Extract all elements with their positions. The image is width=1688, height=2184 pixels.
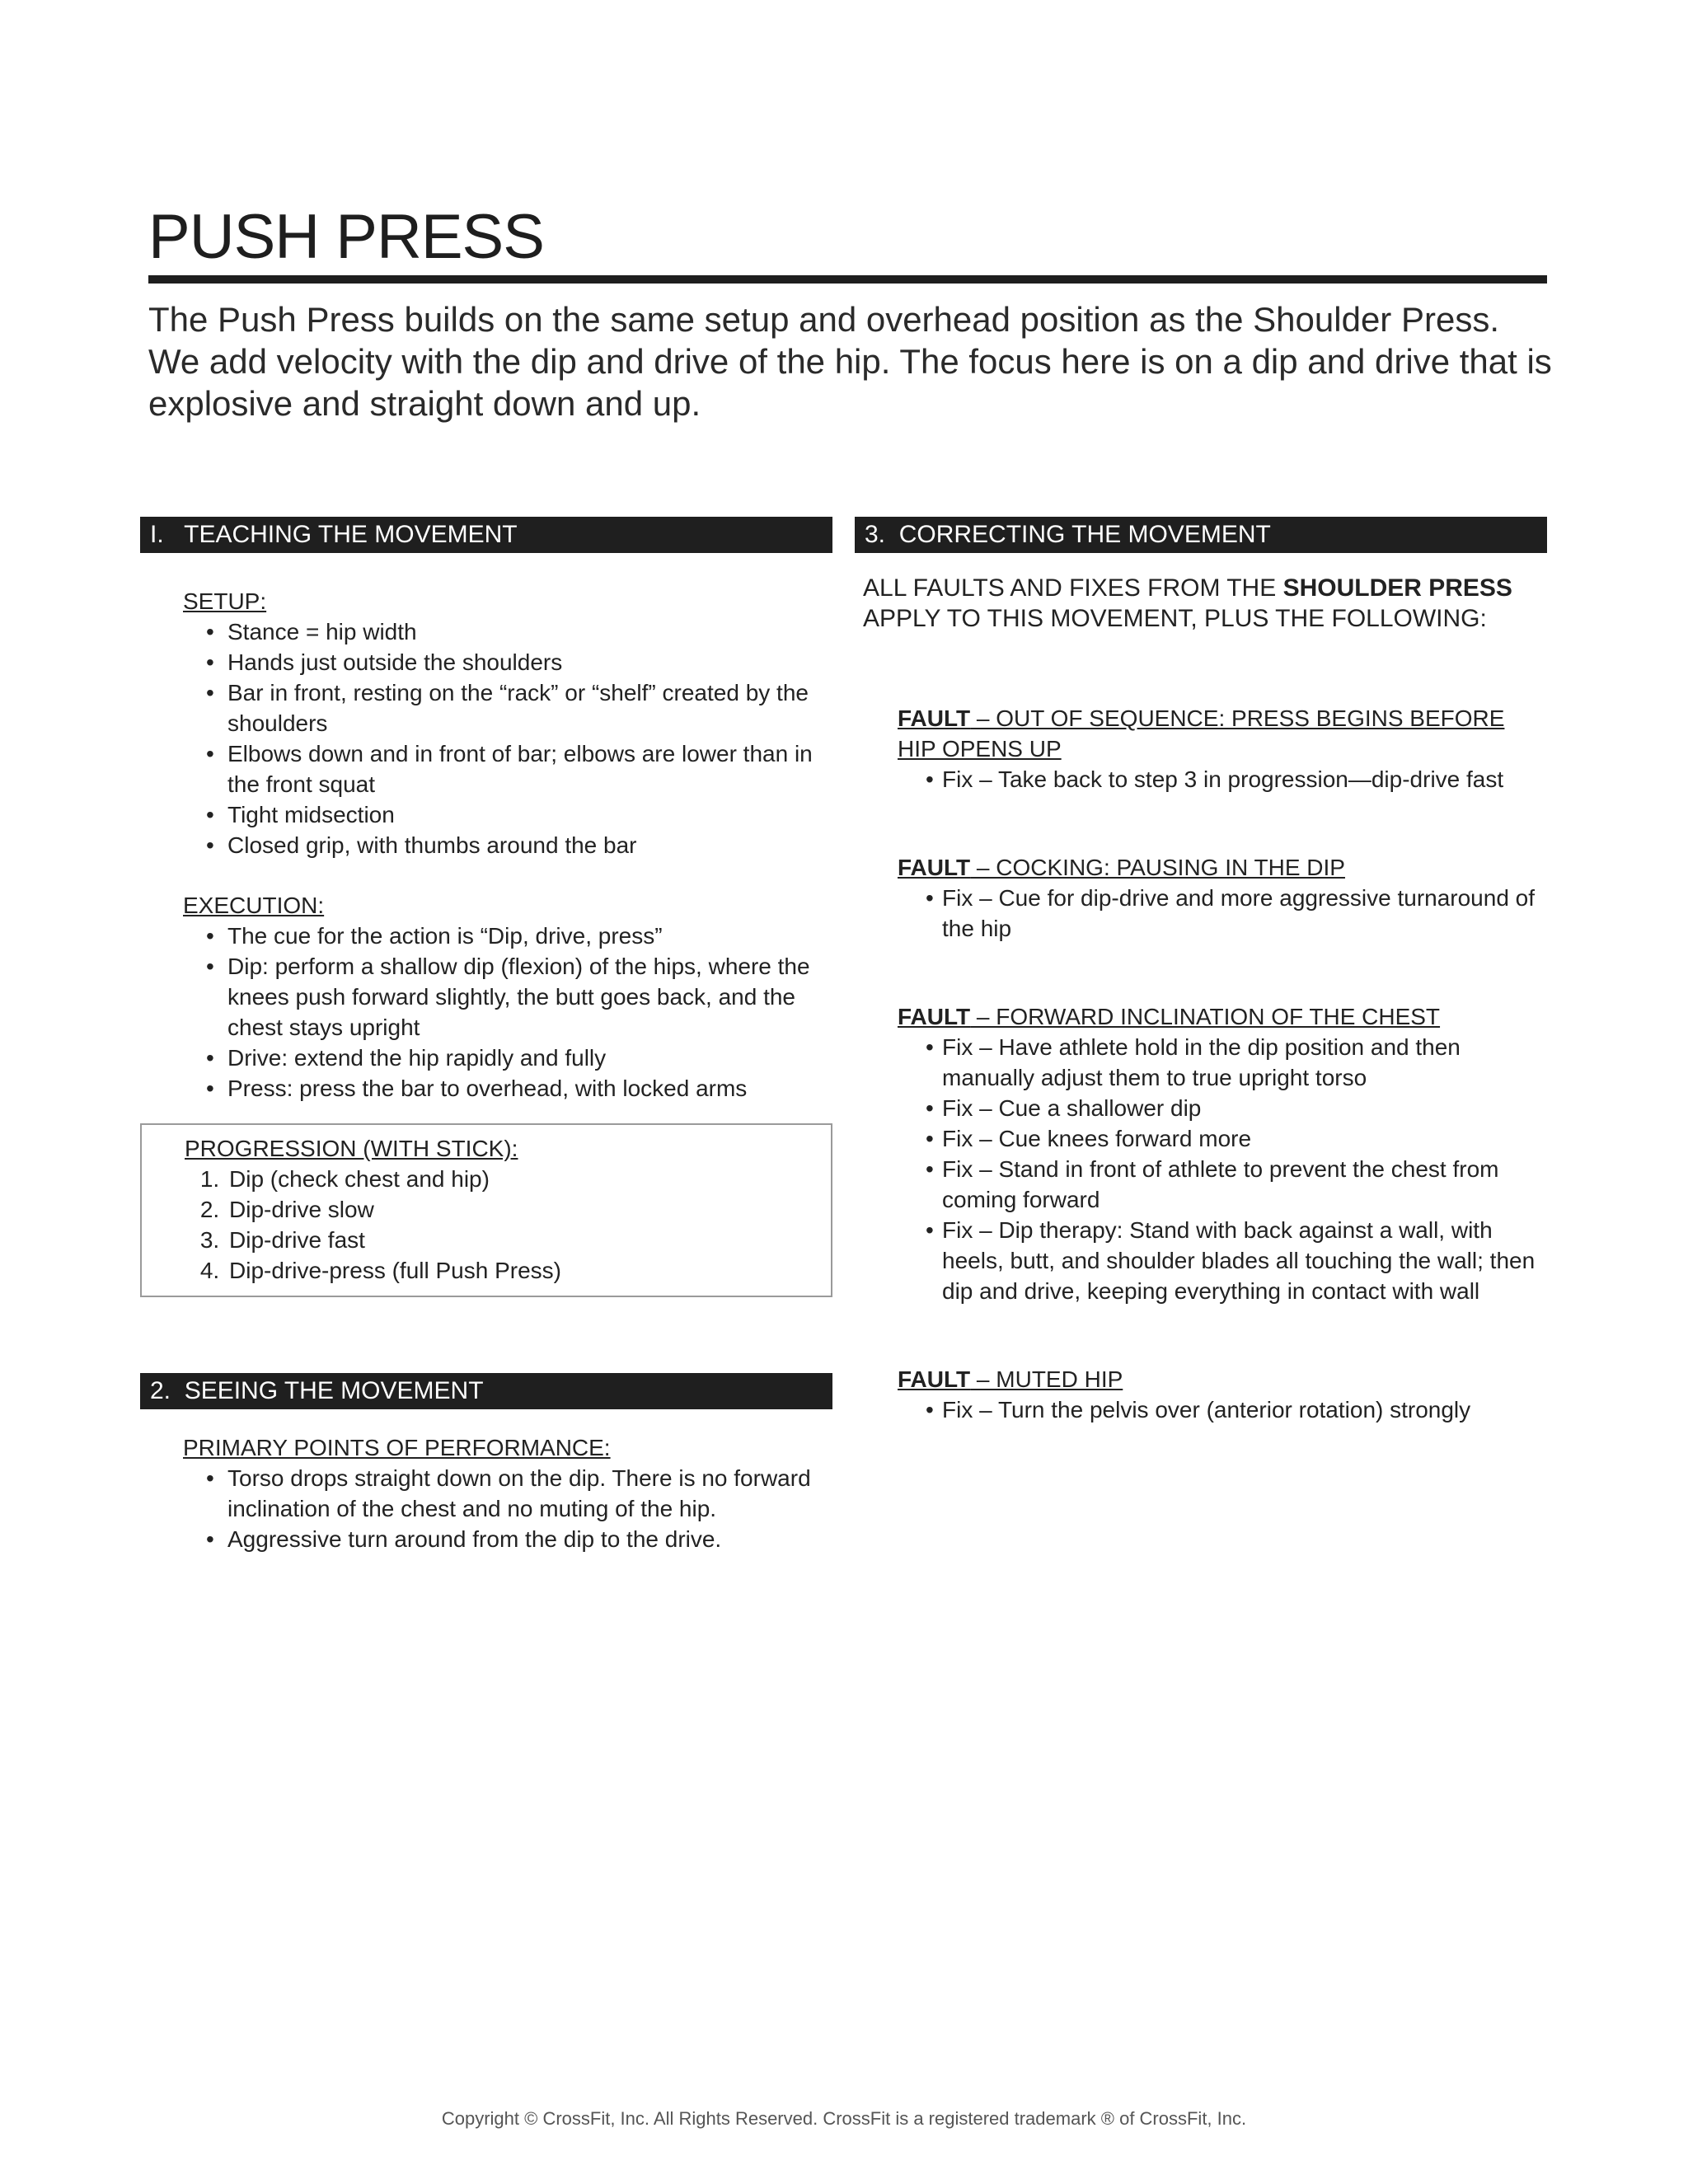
progression-list: [185, 1164, 831, 1286]
list-item: • Bar in front, resting on the “rack” or “shelf” created by the shoulders: [206, 677, 832, 738]
list-item: • Fix – Cue knees forward more: [926, 1123, 1547, 1154]
list-item: 3. Dip-drive fast: [226, 1225, 831, 1255]
progression-block: [142, 1133, 831, 1286]
list-item: • Tight midsection: [206, 799, 832, 830]
fault-heading: [898, 1001, 1547, 1032]
list-item: • Aggressive turn around from the dip to the drive.: [206, 1524, 832, 1554]
points-label: PRIMARY POINTS OF PERFORMANCE:: [183, 1435, 611, 1460]
left-column: [140, 517, 832, 1554]
list-item: • Elbows down and in front of bar; elbows are lower than in the front squat: [206, 738, 832, 799]
list-item: • Fix – Dip therapy: Stand with back against a wall, with heels, butt, and shoulder blades all touching the wall; then dip and drive, keeping everything in contact with wall: [926, 1215, 1547, 1306]
list-item: • Stance = hip width: [206, 616, 832, 647]
list-item: • Fix – Have athlete hold in the dip position and then manually adjust them to true upright torso: [926, 1032, 1547, 1093]
list-item: • Fix – Turn the pelvis over (anterior rotation) strongly: [926, 1394, 1547, 1425]
execution-block: [140, 890, 832, 1104]
fault-title: – MUTED HIP: [970, 1366, 1123, 1392]
list-item: • Fix – Cue a shallower dip: [926, 1093, 1547, 1123]
points-list: [183, 1463, 832, 1554]
progression-label: PROGRESSION (WITH STICK):: [185, 1136, 518, 1161]
copyright-footer: Copyright © CrossFit, Inc. All Rights Reserved. CrossFit is a registered trademark ® of CrossFit, Inc.: [441, 2108, 1247, 2129]
list-item: • Fix – Stand in front of athlete to prevent the chest from coming forward: [926, 1154, 1547, 1215]
fault-block: [855, 852, 1547, 944]
fault-title: – COCKING: PAUSING IN THE DIP: [970, 855, 1345, 880]
section-header-seeing: 2. SEEING THE MOVEMENT: [140, 1373, 832, 1409]
title-rule: [148, 275, 1547, 284]
fault-heading: [898, 703, 1547, 764]
fault-block: [855, 1001, 1547, 1306]
list-item: • Fix – Cue for dip-drive and more aggressive turnaround of the hip: [926, 883, 1547, 944]
execution-list: [183, 921, 832, 1104]
list-item: • Torso drops straight down on the dip. There is no forward inclination of the chest and no muting of the hip.: [206, 1463, 832, 1524]
list-item: • Closed grip, with thumbs around the bar: [206, 830, 832, 860]
section-header-correcting: 3. CORRECTING THE MOVEMENT: [855, 517, 1547, 553]
fault-word: FAULT: [898, 705, 971, 731]
fault-title: – OUT OF SEQUENCE: PRESS BEGINS BEFORE HIP OPENS UP: [898, 705, 1505, 762]
setup-label: SETUP:: [183, 588, 267, 614]
setup-list: [183, 616, 832, 860]
fault-word: FAULT: [898, 1004, 971, 1029]
section-header-teaching: I. TEACHING THE MOVEMENT: [140, 517, 832, 553]
fix-list: [898, 1394, 1547, 1425]
list-item: • Dip: perform a shallow dip (flexion) of the hips, where the knees push forward slightly, the butt goes back, and the chest stays upright: [206, 951, 832, 1043]
lead-prefix: ALL FAULTS AND FIXES FROM THE: [863, 574, 1283, 602]
fault-title: – FORWARD INCLINATION OF THE CHEST: [970, 1004, 1441, 1029]
list-item: • Hands just outside the shoulders: [206, 647, 832, 677]
fix-list: [898, 1032, 1547, 1306]
correcting-lead: [855, 573, 1547, 634]
lead-bold: SHOULDER PRESS: [1282, 574, 1512, 602]
page-title: PUSH PRESS: [148, 202, 544, 272]
fix-list: [898, 883, 1547, 944]
lead-suffix: APPLY TO THIS MOVEMENT, PLUS THE FOLLOWING:: [863, 605, 1487, 632]
setup-block: [140, 586, 832, 860]
list-item: 4. Dip-drive-press (full Push Press): [226, 1255, 831, 1286]
list-item: • Fix – Take back to step 3 in progression—dip-drive fast: [926, 764, 1547, 794]
list-item: • The cue for the action is “Dip, drive, press”: [206, 921, 832, 951]
right-column: [855, 517, 1547, 1425]
fault-block: [855, 1364, 1547, 1425]
list-item: 1. Dip (check chest and hip): [226, 1164, 831, 1194]
intro-paragraph: The Push Press builds on the same setup and overhead position as the Shoulder Press. We add velocity with the dip and drive of the hip. The focus here is on a dip and drive that is explosive and straight down and up.: [148, 300, 1552, 423]
fault-heading: [898, 1364, 1547, 1394]
fault-heading: [898, 852, 1547, 883]
points-block: [140, 1432, 832, 1554]
list-item: 2. Dip-drive slow: [226, 1194, 831, 1225]
list-item: • Drive: extend the hip rapidly and fully: [206, 1043, 832, 1073]
fault-word: FAULT: [898, 855, 971, 880]
progression-box: [140, 1123, 832, 1297]
list-item: • Press: press the bar to overhead, with locked arms: [206, 1073, 832, 1104]
execution-label: EXECUTION:: [183, 893, 325, 918]
fault-block: [855, 703, 1547, 794]
fault-word: FAULT: [898, 1366, 971, 1392]
fix-list: [898, 764, 1547, 794]
